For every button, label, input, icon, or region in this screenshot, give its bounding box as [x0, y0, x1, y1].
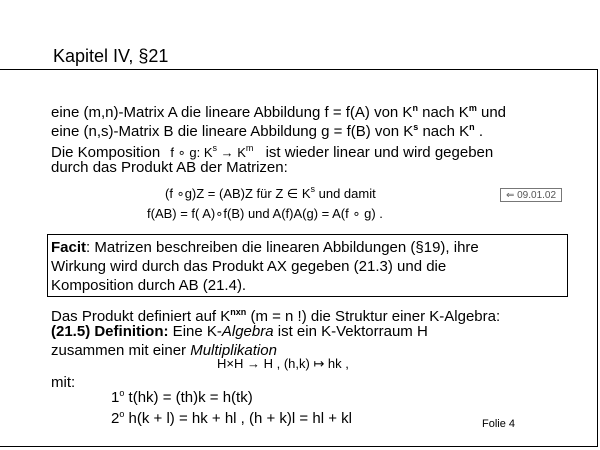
facit-line-2: Wirkung wird durch das Produkt AX gegeben (21.3) und die: [51, 258, 447, 275]
intro-line-1: eine (m,n)-Matrix A die lineare Abbildung f = f(A) von $K^n$ nach $K^m$ und: [51, 103, 507, 121]
intro-line-3: Die Komposition f ∘ g: $K^s \to K^m$ ist wieder linear und wird gegeben: [51, 143, 494, 161]
algebra-line: Das Produkt definiert auf $K^{nxn}$ (m = n !) die Struktur einer K-Algebra:: [51, 307, 501, 325]
multiplication-formula: H×H → H , (h,k) ↦ hk ,: [217, 356, 349, 371]
facit-line-1: Facit: Matrizen beschreiben die linearen Abbildungen (§19), ihre: [51, 239, 479, 256]
formula-homomorphism: f(AB) = f( A)∘f(B) und A(f)A(g) = A(f ∘ g) .: [147, 206, 383, 221]
back-link-button[interactable]: ⇐ 09.01.02: [500, 188, 562, 202]
facit-label: Facit: [51, 239, 87, 256]
definition-label: (21.5) Definition:: [51, 323, 169, 340]
multiplication-line: zusammen mit einer Multiplikation: [51, 342, 277, 359]
intro-line-4: durch das Produkt AB der Matrizen:: [51, 159, 288, 176]
slide-title: Kapitel IV, §21: [53, 46, 169, 66]
composition-formula: f ∘ g: $K^s \to K^m$: [170, 143, 254, 160]
intro-line-2: eine (n,s)-Matrix B die lineare Abbildung g = f(B) von $K^s$ nach $K^n$ .: [51, 122, 483, 140]
axiom-1: 1$^o$ t(hk) = (th)k = h(tk): [111, 388, 253, 406]
slide-number: Folie 4: [482, 418, 516, 430]
formula-composition: (f ∘g)Z = (AB)Z für Z ∈ $K^s$ und damit: [165, 184, 376, 201]
facit-line-3: Komposition durch AB (21.4).: [51, 277, 247, 294]
axiom-2: 2$^o$ h(k + l) = hk + hl , (h + k)l = hl + kl: [111, 409, 352, 427]
definition-line: (21.5) Definition: Eine K-Algebra ist ein K-Vektorraum H: [51, 323, 428, 340]
mit-label: mit:: [51, 374, 76, 391]
